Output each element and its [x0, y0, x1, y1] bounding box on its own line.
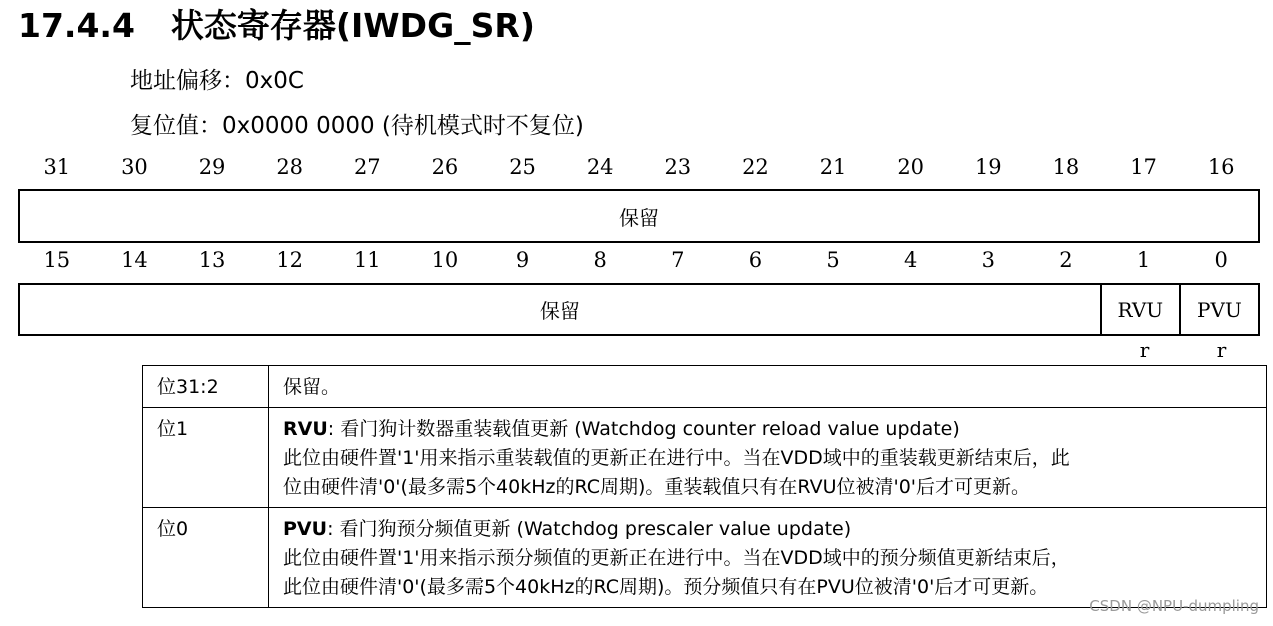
bit-number: 6 — [748, 248, 763, 272]
bit-number: 4 — [904, 248, 918, 272]
bit-number: 18 — [1052, 155, 1080, 179]
desc-title: : 看门狗预分频值更新 (Watchdog prescaler value update) — [327, 518, 852, 540]
table-row — [143, 408, 1267, 508]
bit-numbers-low — [18, 245, 1260, 275]
bit-number: 28 — [276, 155, 304, 179]
address-offset: 地址偏移：0x0C — [130, 68, 304, 94]
table-row — [143, 366, 1267, 408]
bit-number: 8 — [593, 248, 607, 272]
desc-cell — [269, 408, 1267, 508]
bit-number: 24 — [586, 155, 614, 179]
desc-cell — [269, 508, 1267, 608]
bit-number: 0 — [1214, 248, 1228, 272]
register-low — [18, 283, 1260, 336]
desc-title: : 看门狗计数器重装载值更新 (Watchdog counter reload value update) — [327, 418, 960, 440]
bit-number: 5 — [826, 248, 840, 272]
bit-cell: 位0 — [143, 508, 269, 608]
pvu-access: r — [1216, 338, 1227, 362]
register-high — [18, 189, 1260, 243]
bit-description-table — [142, 365, 1267, 608]
bit-number: 14 — [121, 248, 148, 272]
desc-line: 此位由硬件置'1'用来指示重装载值的更新正在进行中。当在VDD域中的重装载更新结束后，此 — [283, 447, 1070, 469]
table-row — [143, 508, 1267, 608]
bit-number: 10 — [431, 248, 459, 272]
bit-number: 7 — [671, 248, 685, 272]
field-name: PVU — [283, 518, 328, 540]
pvu-field: PVU — [1179, 285, 1258, 334]
bit-number: 2 — [1059, 248, 1073, 272]
rvu-access: r — [1139, 338, 1150, 362]
reserved-field-high: 保留 — [619, 205, 659, 230]
section-title — [18, 0, 535, 47]
bit-number: 29 — [198, 155, 226, 179]
bit-number: 22 — [742, 155, 769, 179]
desc-cell — [269, 366, 1267, 408]
bit-number: 3 — [981, 248, 995, 272]
bit-number: 30 — [121, 155, 148, 179]
field-name: RVU — [283, 418, 328, 440]
desc-title: 保留。 — [283, 376, 341, 398]
bit-number: 11 — [353, 248, 381, 272]
bit-number: 27 — [353, 155, 381, 179]
bit-number: 20 — [897, 155, 925, 179]
bit-number: 21 — [819, 155, 847, 179]
section-name: 状态寄存器(IWDG_SR) — [170, 6, 535, 45]
desc-line: 此位由硬件置'1'用来指示预分频值的更新正在进行中。当在VDD域中的预分频值更新结束后， — [283, 547, 1070, 569]
desc-line: 位由硬件清'0'(最多需5个40kHz的RC周期)。重装载值只有在RVU位被清'0'后才可更新。 — [283, 476, 1031, 498]
bit-number: 25 — [509, 155, 536, 179]
bit-number: 19 — [974, 155, 1002, 179]
bit-number: 23 — [664, 155, 692, 179]
bit-cell: 位1 — [143, 408, 269, 508]
bit-number: 15 — [43, 248, 71, 272]
watermark: CSDN @NPU-dumpling — [1089, 597, 1259, 615]
bit-numbers-high — [18, 152, 1260, 182]
section-number: 17.4.4 — [18, 6, 135, 45]
bit-number: 13 — [198, 248, 226, 272]
rvu-field: RVU — [1100, 285, 1179, 334]
bit-number: 12 — [276, 248, 304, 272]
reset-value: 复位值：0x0000 0000 (待机模式时不复位) — [130, 113, 584, 139]
bit-number: 31 — [43, 155, 71, 179]
bit-number: 9 — [515, 248, 530, 272]
bit-number: 26 — [431, 155, 459, 179]
bit-number: 17 — [1130, 155, 1157, 179]
bit-cell: 位31:2 — [143, 366, 269, 408]
reserved-field-low: 保留 — [539, 299, 580, 323]
desc-line: 此位由硬件清'0'(最多需5个40kHz的RC周期)。预分频值只有在PVU位被清'0'后才可更新。 — [283, 576, 1049, 598]
bit-number: 16 — [1207, 155, 1235, 179]
bit-number: 1 — [1136, 248, 1151, 272]
